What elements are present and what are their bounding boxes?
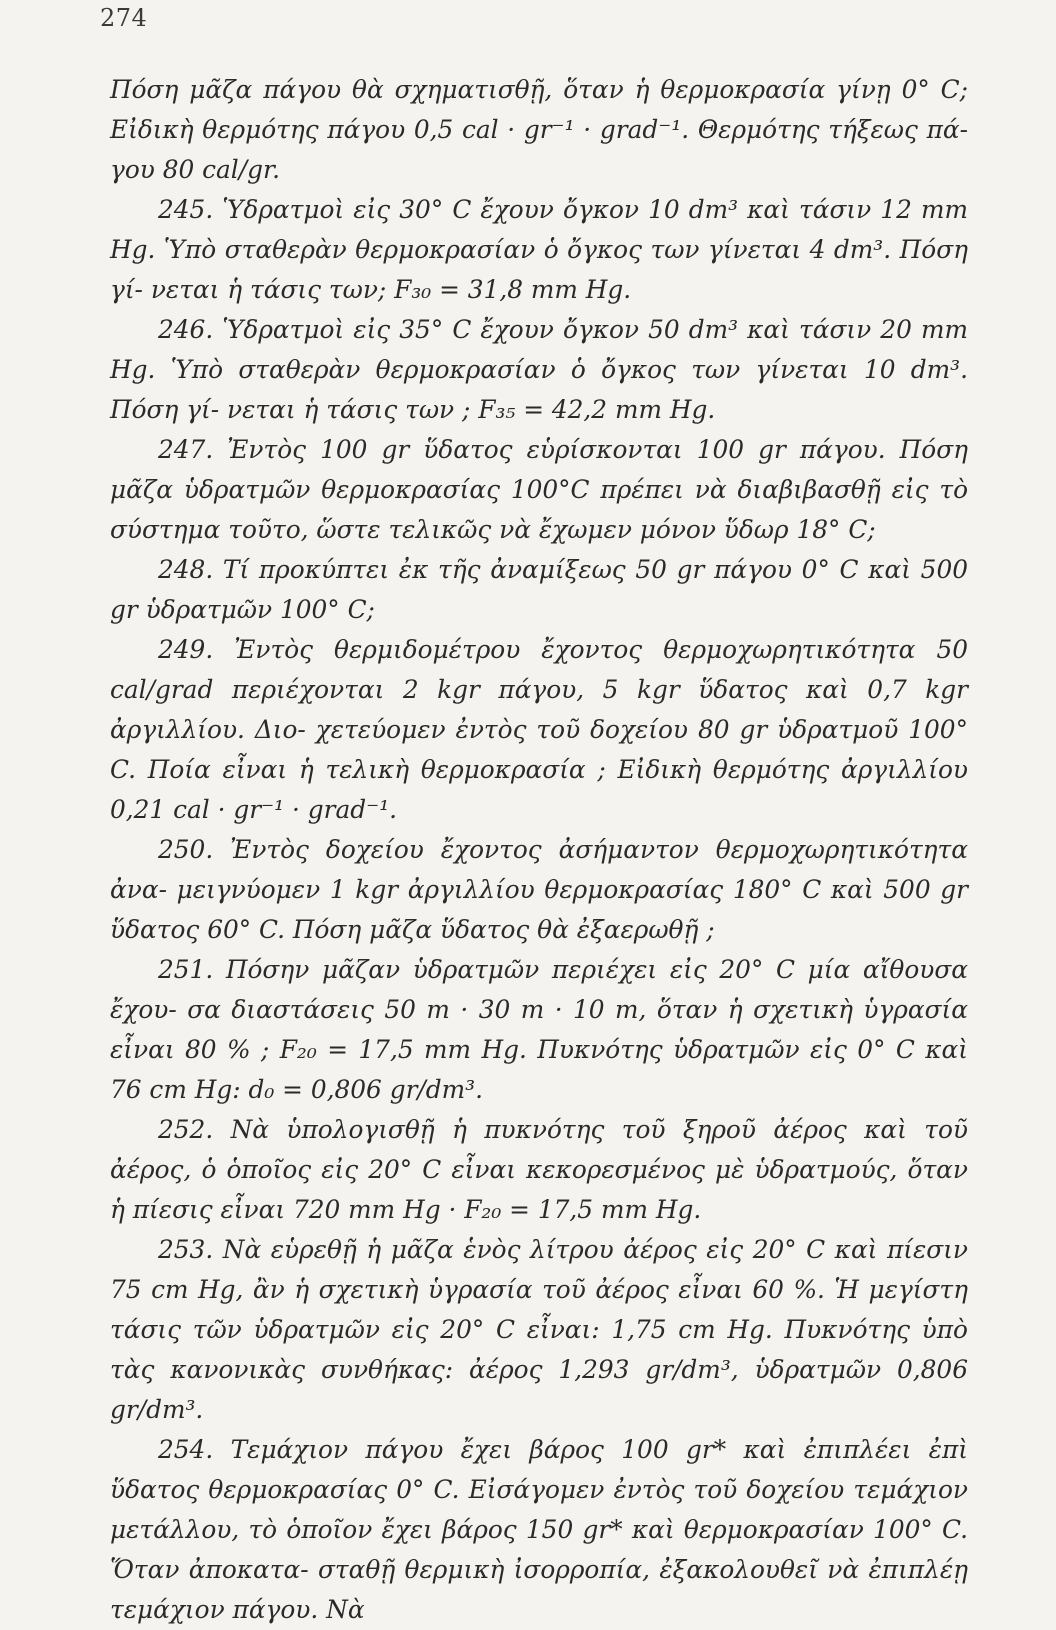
problem-248 bbox=[110, 550, 968, 630]
text-line: ὑδρατμῶν 100° C; bbox=[145, 595, 375, 624]
page-number: 274 bbox=[100, 4, 148, 32]
text-line: 252. Νὰ ὑπολογισθῇ ἡ πυκνότης τοῦ ξηροῦ ἀέρος καὶ τοῦ ἀέρος, bbox=[110, 1115, 968, 1184]
text-line: Εἰδικὴ θερμότης πάγου 0,5 cal · gr⁻¹ · grad⁻¹. Θερμότης τήξεως πά- bbox=[110, 115, 968, 144]
text-line: κανονικὰς συνθήκας: ἀέρος 1,293 gr/dm³, ὑδρατμῶν 0,806 gr/dm³. bbox=[110, 1355, 968, 1424]
text-line: μειγνύομεν 1 kgr ἀργιλλίου θερμοκρασίας 180° C καὶ 500 gr ὕδατος bbox=[110, 875, 968, 944]
text-line: θερμοκρασίας 0° C. Εἰσάγομεν ἐντὸς τοῦ δοχείου τεμάχιον μετάλλου, τὸ bbox=[110, 1475, 968, 1544]
problem-244-continuation bbox=[110, 70, 968, 190]
text-line: σταθῇ θερμικὴ ἰσορροπία, ἐξακολουθεῖ νὰ ἐπιπλέῃ τεμάχιον πάγου. Νὰ bbox=[110, 1555, 968, 1624]
problem-245 bbox=[110, 190, 968, 310]
text-line: 249. Ἐντὸς θερμιδομέτρου ἔχοντος θερμοχωρητικότητα 50 cal/grad bbox=[110, 635, 968, 704]
text-line: ὁ ὁποῖος εἰς 20° C εἶναι κεκορεσμένος μὲ ὑδρατμούς, ὅταν ἡ πίεσις εἶναι bbox=[110, 1155, 968, 1224]
problem-text-column bbox=[110, 70, 968, 1630]
text-line: Ὑπὸ σταθερὰν θερμοκρασίαν ὁ ὄγκος των γίνεται 10 dm³. Πόση γί- bbox=[110, 355, 968, 424]
text-line: χετεύομεν ἐντὸς τοῦ δοχείου 80 gr ὑδρατμοῦ 100° C. Ποία εἶναι ἡ τελικὴ bbox=[110, 715, 968, 784]
text-line: γου 80 cal/gr. bbox=[110, 155, 280, 184]
text-line: 246. Ὑδρατμοὶ εἰς 35° C ἔχουν ὄγκον 50 dm³ καὶ τάσιν 20 mm Hg. bbox=[110, 315, 968, 384]
text-line: θερμοκρασία ; Εἰδικὴ θερμότης ἀργιλλίου 0,21 cal · gr⁻¹ · grad⁻¹. bbox=[110, 755, 969, 824]
text-line: d₀ = 0,806 gr/dm³. bbox=[248, 1075, 483, 1104]
text-line: 75 cm Hg, ἂν ἡ σχετικὴ ὑγρασία τοῦ ἀέρος εἶναι 60 %. Ἡ μεγίστη bbox=[110, 1275, 968, 1304]
text-line: 253. Νὰ εὑρεθῇ ἡ μᾶζα ἑνὸς λίτρου ἀέρος εἰς 20° C καὶ πίεσιν bbox=[158, 1235, 968, 1264]
text-line: Ὑπὸ σταθερὰν θερμοκρασίαν ὁ ὄγκος των γίνεται 4 dm³. Πόση γί- bbox=[110, 235, 968, 304]
text-line: 60° C. Πόση μᾶζα ὕδατος θὰ ἐξαερωθῇ ; bbox=[207, 915, 715, 944]
problem-251 bbox=[110, 950, 968, 1110]
text-line: 248. Τί προκύπτει ἐκ τῆς ἀναμίξεως 50 gr πάγου 0° C καὶ 500 gr bbox=[110, 555, 968, 624]
problem-254 bbox=[110, 1430, 968, 1630]
text-line: ὁποῖον ἔχει βάρος 150 gr* καὶ θερμοκρασίαν 100° C. Ὅταν ἀποκατα- bbox=[110, 1515, 968, 1584]
text-line: σα διαστάσεις 50 m · 30 m · 10 m, ὅταν ἡ σχετικὴ ὑγρασία εἶναι 80 % ; bbox=[110, 995, 968, 1064]
text-line: τάσις τῶν ὑδρατμῶν εἰς 20° C εἶναι: 1,75 cm Hg. Πυκνότης ὑπὸ τὰς bbox=[110, 1315, 968, 1384]
text-line: 254. Τεμάχιον πάγου ἔχει βάρος 100 gr* καὶ ἐπιπλέει ἐπὶ ὕδατος bbox=[110, 1435, 968, 1504]
text-line: 720 mm Hg · F₂₀ = 17,5 mm Hg. bbox=[292, 1195, 702, 1224]
text-line: τοῦτο, ὥστε τελικῶς νὰ ἔχωμεν μόνον ὕδωρ 18° C; bbox=[228, 515, 876, 544]
problem-249 bbox=[110, 630, 968, 830]
text-line: ὑδρατμῶν θερμοκρασίας 100°C πρέπει νὰ διαβιβασθῇ εἰς τὸ σύστημα bbox=[110, 475, 968, 544]
problem-247 bbox=[110, 430, 968, 550]
text-line: 245. Ὑδρατμοὶ εἰς 30° C ἔχουν ὄγκον 10 dm³ καὶ τάσιν 12 mm Hg. bbox=[110, 195, 968, 264]
text-line: 251. Πόσην μᾶζαν ὑδρατμῶν περιέχει εἰς 20° C μία αἴθουσα ἔχου- bbox=[110, 955, 968, 1024]
text-line: F₂₀ = 17,5 mm Hg. Πυκνότης ὑδρατμῶν εἰς 0° C καὶ 76 cm Hg: bbox=[110, 1035, 968, 1104]
text-line: 250. Ἐντὸς δοχείου ἔχοντος ἀσήμαντον θερμοχωρητικότητα ἀνα- bbox=[110, 835, 968, 904]
problem-250 bbox=[110, 830, 968, 950]
text-line: νεται ἡ τάσις των ; F₃₅ = 42,2 mm Hg. bbox=[227, 395, 716, 424]
problem-253 bbox=[110, 1230, 968, 1430]
text-line: 247. Ἐντὸς 100 gr ὕδατος εὑρίσκονται 100 gr πάγου. Πόση μᾶζα bbox=[110, 435, 968, 504]
text-line: νεται ἡ τάσις των; F₃₀ = 31,8 mm Hg. bbox=[150, 275, 632, 304]
problem-246 bbox=[110, 310, 968, 430]
text-line: Πόση μᾶζα πάγου θὰ σχηματισθῇ, ὅταν ἡ θερμοκρασία γίνῃ 0° C; bbox=[110, 75, 968, 104]
problem-252 bbox=[110, 1110, 968, 1230]
text-line: περιέχονται 2 kgr πάγου, 5 kgr ὕδατος καὶ 0,7 kgr ἀργιλλίου. Διο- bbox=[110, 675, 968, 744]
